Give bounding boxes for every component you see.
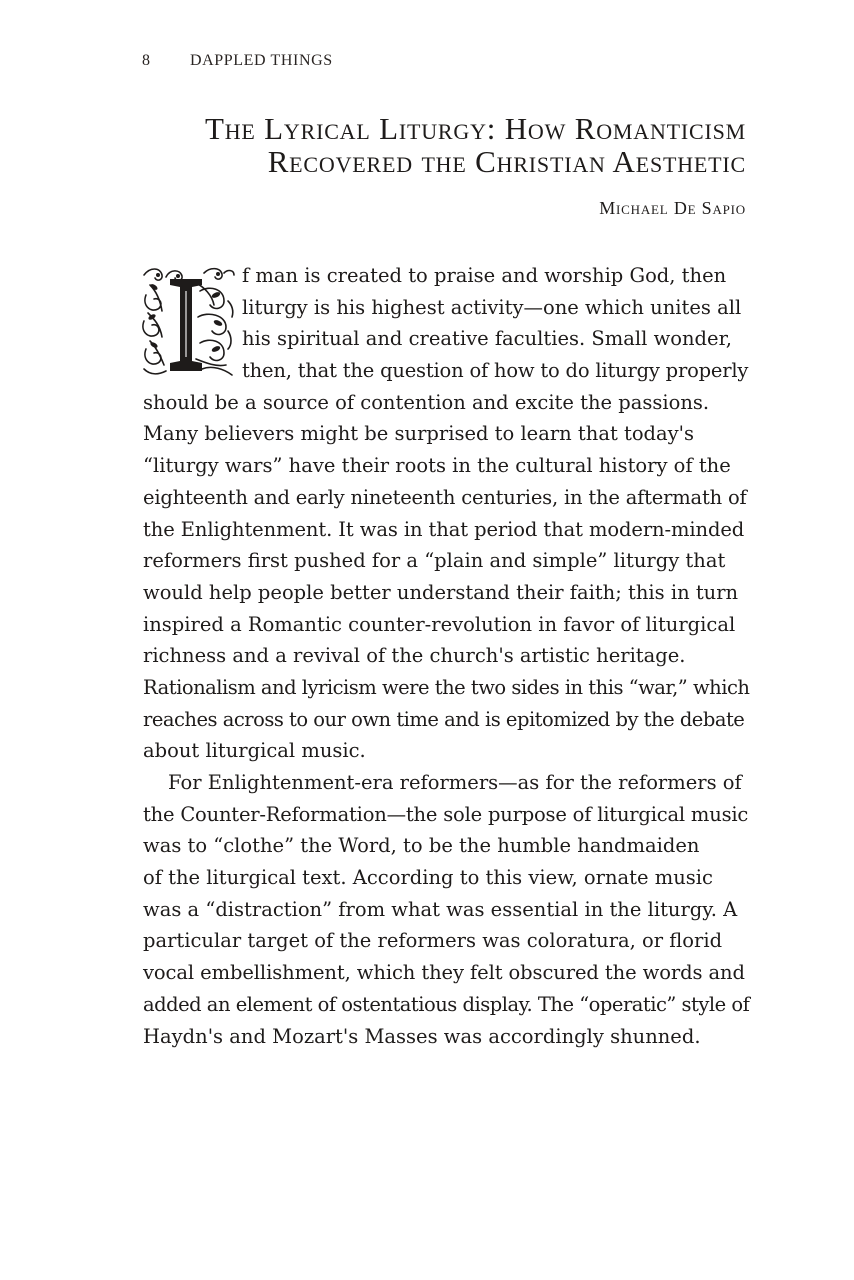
- text-line: the Counter-Reformation—the sole purpose of liturgical music: [143, 802, 749, 826]
- text-line: Haydn's and Mozart's Masses was accordingly shunned.: [143, 1024, 701, 1048]
- text-line: reaches across to our own time and is epitomized by the debate: [143, 707, 745, 731]
- text-line: of the liturgical text. According to this view, ornate music: [143, 866, 713, 890]
- text-line: particular target of the reformers was coloratura, or florid: [143, 929, 723, 953]
- journal-name: DAPPLED THINGS: [190, 52, 333, 69]
- article-title-line-2: Recovered the Christian Aesthetic: [267, 144, 746, 179]
- text-line: reformers first pushed for a “plain and simple” liturgy that: [143, 549, 726, 573]
- article-author: Michael De Sapio: [599, 198, 746, 218]
- text-line: Rationalism and lyricism were the two sides in this “war,” which: [143, 675, 750, 699]
- text-line: richness and a revival of the church's artistic heritage.: [143, 644, 686, 668]
- text-line: eighteenth and early nineteenth centuries, in the aftermath of: [143, 485, 747, 509]
- text-line: inspired a Romantic counter-revolution in favor of liturgical: [143, 612, 736, 636]
- text-line: vocal embellishment, which they felt obscured the words and: [143, 961, 745, 985]
- text-line: would help people better understand their faith; this in turn: [143, 580, 739, 604]
- paragraph-1: [143, 260, 749, 767]
- text-line: f man is created to praise and worship God, then: [242, 264, 727, 287]
- article-body: [143, 260, 749, 1052]
- text-line: liturgy is his highest activity—one which unites all: [242, 295, 742, 319]
- paragraph-2: [143, 767, 749, 1052]
- text-line: the Enlightenment. It was in that period that modern-minded: [143, 517, 745, 541]
- article-title: [106, 112, 746, 178]
- text-line: was to “clothe” the Word, to be the humble handmaiden: [143, 834, 700, 858]
- text-line: about liturgical music.: [143, 739, 366, 763]
- running-head: [142, 52, 333, 70]
- text-line: then, that the question of how to do liturgy properly: [242, 359, 749, 383]
- text-line: Many believers might be surprised to learn that today's: [143, 422, 695, 446]
- text-line: should be a source of contention and excite the passions.: [143, 390, 710, 414]
- page-number: 8: [142, 52, 151, 69]
- article-title-line-1: The Lyrical Liturgy: How Romanticism: [204, 111, 746, 146]
- text-line: added an element of ostentatious display. The “operatic” style of: [143, 992, 750, 1016]
- text-line: his spiritual and creative faculties. Small wonder,: [242, 327, 732, 351]
- text-line: “liturgy wars” have their roots in the cultural history of the: [143, 454, 731, 478]
- text-line: was a “distraction” from what was essential in the liturgy. A: [143, 897, 738, 921]
- text-line: For Enlightenment-era reformers—as for the reformers of: [168, 771, 742, 794]
